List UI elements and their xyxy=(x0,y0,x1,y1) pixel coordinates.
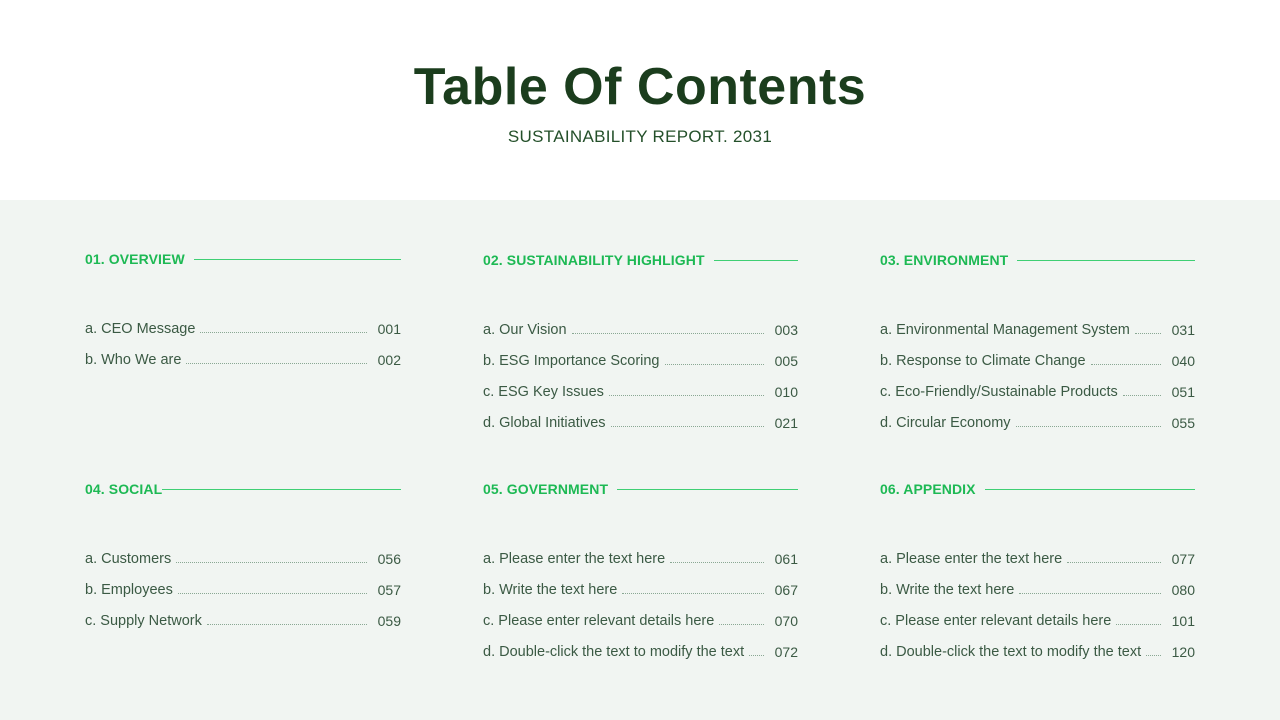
toc-item-label: a. Our Vision xyxy=(483,322,567,338)
section-title: 01. OVERVIEW xyxy=(85,251,185,267)
toc-item-page: 056 xyxy=(377,551,401,567)
toc-item[interactable] xyxy=(880,629,1195,660)
toc-item[interactable] xyxy=(483,400,798,431)
toc-item-page: 061 xyxy=(774,551,798,567)
toc-item-label: c. Please enter relevant details here xyxy=(880,613,1112,629)
toc-item[interactable] xyxy=(85,536,401,567)
section-divider xyxy=(985,489,1195,490)
toc-item[interactable] xyxy=(880,536,1195,567)
dot-leader xyxy=(665,364,765,365)
section-items xyxy=(880,307,1195,431)
dot-leader xyxy=(1123,395,1161,396)
dot-leader xyxy=(1067,562,1161,563)
dot-leader xyxy=(207,624,367,625)
toc-item-page: 120 xyxy=(1171,644,1195,660)
dot-leader xyxy=(1016,426,1161,427)
section-social xyxy=(85,478,401,629)
toc-item-page: 010 xyxy=(774,384,798,400)
section-government xyxy=(483,478,798,660)
dot-leader xyxy=(1116,624,1161,625)
section-title: 03. ENVIRONMENT xyxy=(880,252,1009,268)
toc-item[interactable] xyxy=(483,536,798,567)
toc-item-page: 001 xyxy=(377,321,401,337)
toc-item[interactable] xyxy=(483,307,798,338)
toc-item-label: d. Circular Economy xyxy=(880,415,1011,431)
toc-item[interactable] xyxy=(880,400,1195,431)
page-subtitle: SUSTAINABILITY REPORT. 2031 xyxy=(507,127,773,146)
section-divider xyxy=(714,260,798,261)
dot-leader xyxy=(719,624,764,625)
dot-leader xyxy=(609,395,764,396)
dot-leader xyxy=(1091,364,1161,365)
toc-item-page: 077 xyxy=(1171,551,1195,567)
section-environment xyxy=(880,249,1195,431)
section-title: 06. APPENDIX xyxy=(880,481,976,497)
section-header xyxy=(880,478,1195,500)
toc-item-label: b. Response to Climate Change xyxy=(880,353,1086,369)
section-divider xyxy=(617,489,798,490)
section-header xyxy=(483,478,798,500)
toc-item-page: 059 xyxy=(377,613,401,629)
toc-item-page: 101 xyxy=(1171,613,1195,629)
toc-item-page: 057 xyxy=(377,582,401,598)
toc-item[interactable] xyxy=(85,567,401,598)
toc-item-page: 070 xyxy=(774,613,798,629)
toc-item-label: c. Supply Network xyxy=(85,613,202,629)
toc-item-page: 005 xyxy=(774,353,798,369)
toc-item-label: b. Who We are xyxy=(85,352,182,368)
toc-item[interactable] xyxy=(483,369,798,400)
dot-leader xyxy=(670,562,764,563)
toc-item-page: 080 xyxy=(1171,582,1195,598)
dot-leader xyxy=(1135,333,1161,334)
toc-item-label: a. CEO Message xyxy=(85,321,196,337)
page-title: Table Of Contents xyxy=(413,58,867,116)
section-items xyxy=(85,536,401,629)
section-overview xyxy=(85,248,401,368)
dot-leader xyxy=(611,426,764,427)
toc-item-label: c. Eco-Friendly/Sustainable Products xyxy=(880,384,1118,400)
section-title: 02. SUSTAINABILITY HIGHLIGHT xyxy=(483,252,705,268)
toc-item-label: a. Customers xyxy=(85,551,172,567)
section-sustainability-highlight xyxy=(483,249,798,431)
toc-item-page: 003 xyxy=(774,322,798,338)
dot-leader xyxy=(1146,655,1161,656)
toc-item[interactable] xyxy=(880,598,1195,629)
dot-leader xyxy=(178,593,367,594)
toc-item-label: b. Write the text here xyxy=(483,582,618,598)
toc-item[interactable] xyxy=(85,337,401,368)
toc-item[interactable] xyxy=(880,338,1195,369)
section-items xyxy=(483,307,798,431)
toc-item-label: d. Double-click the text to modify the text xyxy=(880,644,1142,660)
section-header xyxy=(483,249,798,271)
section-items xyxy=(880,536,1195,660)
toc-item[interactable] xyxy=(880,567,1195,598)
dot-leader xyxy=(1019,593,1161,594)
header xyxy=(0,0,1280,200)
toc-item-page: 031 xyxy=(1171,322,1195,338)
section-divider xyxy=(1017,260,1195,261)
toc-item-page: 021 xyxy=(774,415,798,431)
section-divider xyxy=(162,489,401,490)
toc-item[interactable] xyxy=(483,567,798,598)
toc-item-page: 055 xyxy=(1171,415,1195,431)
toc-item[interactable] xyxy=(85,598,401,629)
dot-leader xyxy=(622,593,764,594)
toc-item[interactable] xyxy=(880,369,1195,400)
toc-item-label: b. ESG Importance Scoring xyxy=(483,353,660,369)
dot-leader xyxy=(572,333,764,334)
toc-item-label: c. Please enter relevant details here xyxy=(483,613,715,629)
toc-item-label: c. ESG Key Issues xyxy=(483,384,604,400)
section-header xyxy=(85,478,401,500)
toc-item-label: a. Please enter the text here xyxy=(880,551,1063,567)
toc-item-page: 072 xyxy=(774,644,798,660)
section-title: 04. SOCIAL xyxy=(85,481,163,497)
section-header xyxy=(880,249,1195,271)
toc-item[interactable] xyxy=(483,338,798,369)
dot-leader xyxy=(749,655,764,656)
toc-item[interactable] xyxy=(483,598,798,629)
toc-item[interactable] xyxy=(85,306,401,337)
toc-item-label: b. Write the text here xyxy=(880,582,1015,598)
toc-item-label: a. Please enter the text here xyxy=(483,551,666,567)
dot-leader xyxy=(200,332,367,333)
toc-item-page: 002 xyxy=(377,352,401,368)
section-header xyxy=(85,248,401,270)
section-items xyxy=(483,536,798,660)
dot-leader xyxy=(186,363,367,364)
toc-item[interactable] xyxy=(483,629,798,660)
contents-panel xyxy=(0,200,1280,720)
toc-item-label: a. Environmental Management System xyxy=(880,322,1130,338)
dot-leader xyxy=(176,562,367,563)
toc-item-label: d. Global Initiatives xyxy=(483,415,606,431)
toc-item-page: 067 xyxy=(774,582,798,598)
section-items xyxy=(85,306,401,368)
section-appendix xyxy=(880,478,1195,660)
section-divider xyxy=(194,259,401,260)
toc-item-label: d. Double-click the text to modify the text xyxy=(483,644,745,660)
toc-item-page: 051 xyxy=(1171,384,1195,400)
toc-item-page: 040 xyxy=(1171,353,1195,369)
toc-item-label: b. Employees xyxy=(85,582,173,598)
toc-item[interactable] xyxy=(880,307,1195,338)
section-title: 05. GOVERNMENT xyxy=(483,481,609,497)
